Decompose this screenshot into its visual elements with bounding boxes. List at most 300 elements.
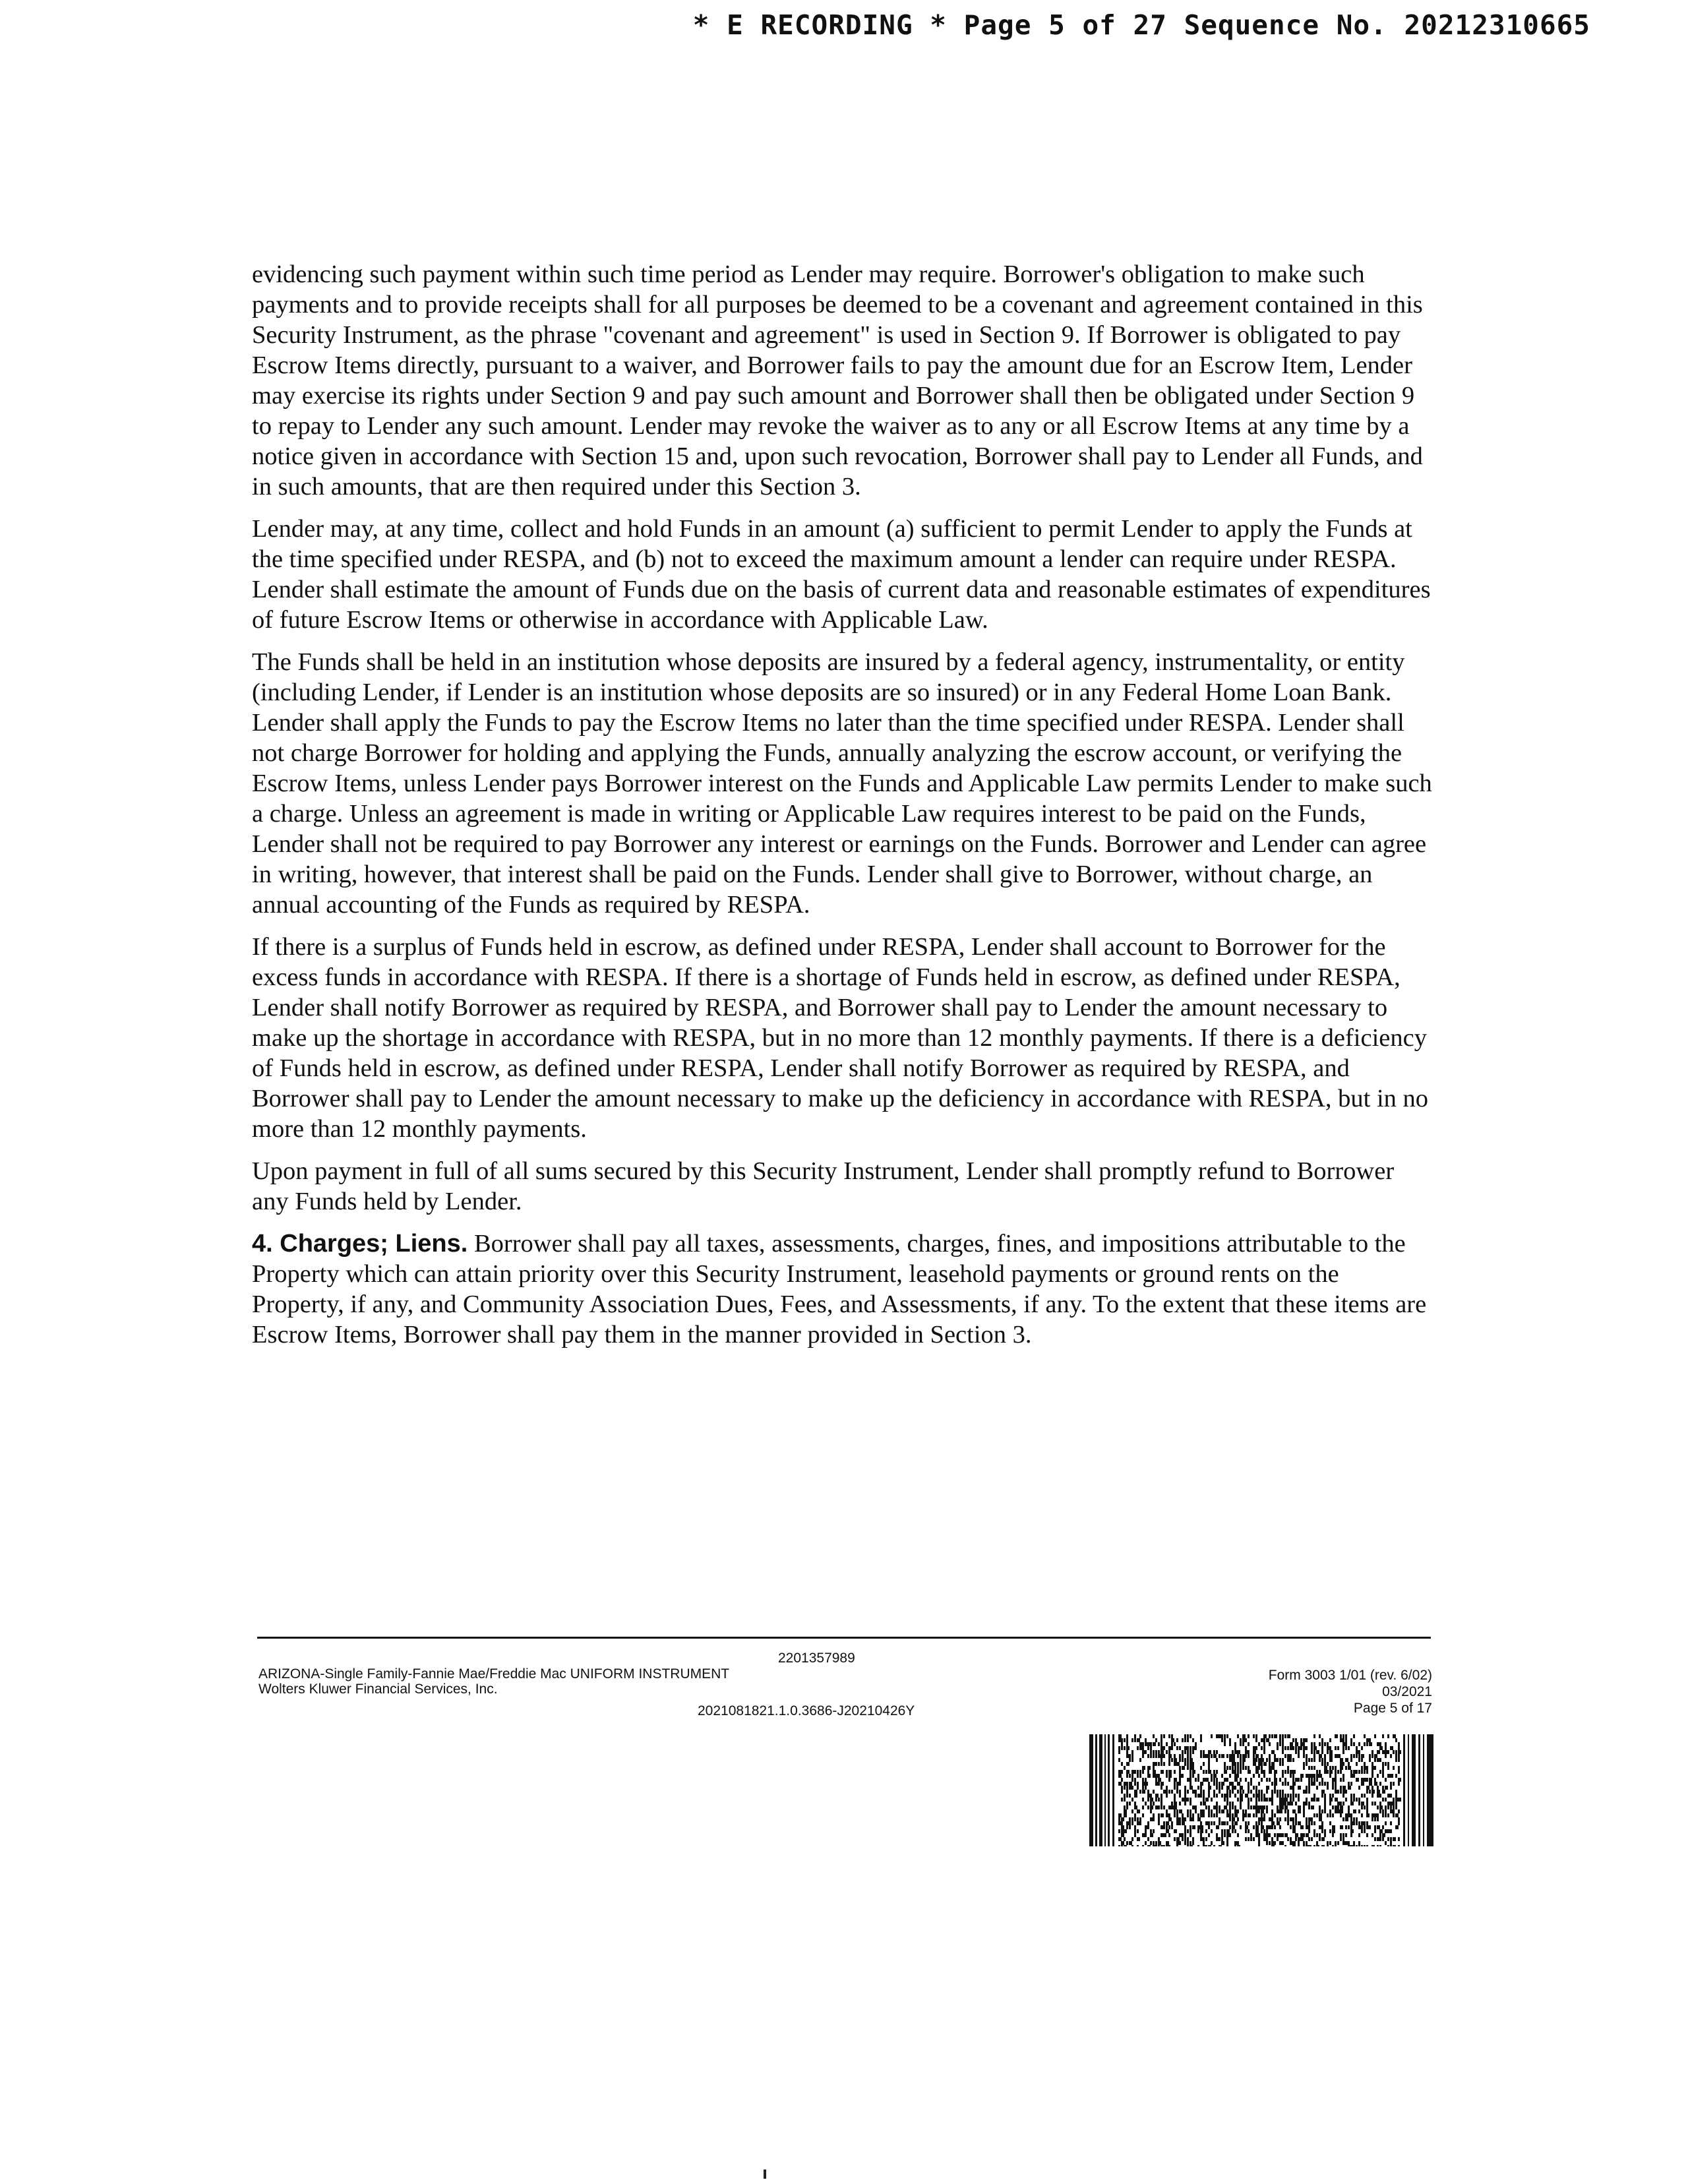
barcode-module <box>1208 1758 1210 1762</box>
barcode-module <box>1261 1766 1263 1770</box>
barcode-module <box>1219 1817 1221 1821</box>
barcode-module <box>1163 1805 1165 1809</box>
barcode-module <box>1160 1805 1162 1809</box>
barcode-module <box>1245 1825 1248 1829</box>
barcode-module <box>1340 1770 1342 1774</box>
barcode-module <box>1200 1782 1203 1786</box>
barcode-module <box>1184 1790 1186 1794</box>
barcode-module <box>1282 1790 1284 1794</box>
barcode-module <box>1182 1837 1184 1841</box>
barcode-module <box>1187 1837 1189 1841</box>
barcode-module <box>1274 1813 1276 1817</box>
barcode-module <box>1266 1790 1268 1794</box>
barcode-module <box>1255 1790 1257 1794</box>
barcode-module <box>1324 1766 1327 1770</box>
barcode-module <box>1261 1829 1263 1833</box>
barcode-module <box>1160 1786 1162 1790</box>
barcode-module <box>1372 1802 1373 1805</box>
barcode-module <box>1232 1825 1235 1829</box>
barcode-module <box>1361 1754 1364 1758</box>
barcode-module <box>1398 1778 1401 1782</box>
barcode-module <box>1266 1805 1268 1809</box>
barcode-module <box>1266 1841 1268 1845</box>
barcode-module <box>1374 1802 1376 1805</box>
barcode-module <box>1184 1802 1186 1805</box>
barcode-module <box>1303 1766 1305 1770</box>
barcode-module <box>1229 1802 1231 1805</box>
barcode-module <box>1190 1754 1191 1758</box>
barcode-module <box>1282 1782 1284 1786</box>
barcode-module <box>1327 1841 1329 1845</box>
barcode-module <box>1366 1798 1368 1802</box>
barcode-module <box>1374 1778 1376 1782</box>
barcode-module <box>1121 1817 1124 1821</box>
barcode-module <box>1398 1837 1400 1841</box>
barcode-module <box>1200 1750 1202 1754</box>
barcode-module <box>1261 1746 1263 1750</box>
barcode-module <box>1358 1845 1360 1846</box>
barcode-module <box>1303 1742 1305 1746</box>
barcode-module <box>1313 1798 1315 1802</box>
barcode-module <box>1358 1841 1360 1845</box>
barcode-module <box>1253 1813 1255 1817</box>
barcode-module <box>1369 1758 1371 1762</box>
barcode-module <box>1292 1786 1294 1790</box>
barcode-module <box>1324 1758 1326 1762</box>
barcode-module <box>1356 1754 1358 1758</box>
barcode-module <box>1211 1829 1213 1833</box>
barcode-module <box>1240 1738 1242 1742</box>
barcode-module <box>1327 1845 1329 1846</box>
barcode-module <box>1398 1770 1400 1774</box>
barcode-module <box>1237 1798 1239 1802</box>
barcode-module <box>1192 1813 1194 1817</box>
barcode-module <box>1329 1750 1333 1754</box>
barcode-module <box>1393 1805 1395 1809</box>
barcode-module <box>1366 1813 1370 1817</box>
barcode-module <box>1261 1778 1263 1782</box>
barcode-module <box>1390 1754 1392 1758</box>
barcode-module <box>1245 1778 1247 1782</box>
barcode-module <box>1300 1837 1304 1841</box>
barcode-module <box>1224 1805 1227 1809</box>
barcode-module <box>1171 1738 1174 1742</box>
barcode-module <box>1282 1758 1284 1762</box>
barcode-module <box>1250 1805 1252 1809</box>
barcode-module <box>1203 1794 1205 1798</box>
barcode-module <box>1306 1762 1308 1766</box>
barcode-module <box>1153 1841 1155 1845</box>
barcode-module <box>1282 1805 1284 1809</box>
barcode-module <box>1184 1786 1186 1790</box>
barcode-module <box>1398 1754 1400 1758</box>
barcode-module <box>1258 1782 1260 1786</box>
barcode-module <box>1379 1829 1383 1833</box>
barcode-module <box>1332 1829 1335 1833</box>
barcode-module <box>1379 1742 1381 1746</box>
barcode-module <box>1395 1825 1399 1829</box>
barcode-module <box>1126 1738 1128 1742</box>
barcode-module <box>1377 1805 1379 1809</box>
barcode-module <box>1342 1837 1344 1841</box>
barcode-module <box>1282 1742 1284 1746</box>
barcode-module <box>1284 1770 1286 1774</box>
barcode-module <box>1197 1829 1199 1833</box>
barcode-module <box>1348 1805 1350 1809</box>
barcode-module <box>1340 1766 1343 1770</box>
barcode-module <box>1292 1829 1296 1833</box>
barcode-module <box>1345 1790 1347 1794</box>
barcode-module <box>1263 1774 1265 1778</box>
barcode-module <box>1337 1746 1339 1750</box>
barcode-module <box>1229 1817 1231 1821</box>
barcode-module <box>1261 1813 1263 1817</box>
barcode-module <box>1139 1817 1141 1821</box>
barcode-module <box>1237 1766 1239 1770</box>
barcode-module <box>1319 1809 1321 1813</box>
barcode-module <box>1174 1802 1177 1805</box>
barcode-module <box>1353 1845 1355 1846</box>
barcode-module <box>1306 1758 1308 1762</box>
barcode-module <box>1137 1746 1139 1750</box>
barcode-module <box>1261 1821 1263 1825</box>
barcode-module <box>1345 1817 1348 1821</box>
barcode-module <box>1321 1829 1323 1833</box>
barcode-module <box>1163 1754 1165 1758</box>
barcode-module <box>1237 1774 1239 1778</box>
barcode-module <box>1284 1845 1286 1846</box>
barcode-module <box>1379 1794 1381 1798</box>
barcode-module <box>1145 1750 1147 1754</box>
barcode-module <box>1332 1805 1334 1809</box>
barcode-module <box>1160 1802 1162 1805</box>
barcode-module <box>1350 1817 1352 1821</box>
barcode-module <box>1261 1794 1263 1798</box>
barcode-module <box>1372 1786 1373 1790</box>
barcode-module <box>1377 1774 1379 1778</box>
barcode-module <box>1366 1778 1368 1782</box>
barcode-module <box>1277 1758 1279 1762</box>
barcode-module <box>1292 1809 1296 1813</box>
barcode-module <box>1348 1766 1351 1770</box>
barcode-module <box>1187 1734 1189 1738</box>
barcode-module <box>1232 1817 1235 1821</box>
barcode-module <box>1179 1841 1181 1845</box>
barcode-module <box>1329 1758 1333 1762</box>
barcode-module <box>1263 1805 1265 1809</box>
barcode-module <box>1174 1805 1177 1809</box>
barcode-module <box>1229 1790 1231 1794</box>
barcode-module <box>1147 1798 1149 1802</box>
barcode-module <box>1229 1766 1231 1770</box>
barcode-module <box>1358 1786 1360 1790</box>
barcode-module <box>1342 1833 1344 1837</box>
barcode-module <box>1174 1770 1176 1774</box>
barcode-module <box>1284 1794 1286 1798</box>
barcode-module <box>1139 1734 1141 1738</box>
barcode-module <box>1366 1845 1368 1846</box>
barcode-module <box>1240 1766 1242 1770</box>
barcode-module <box>1385 1809 1387 1813</box>
barcode-module <box>1171 1821 1173 1825</box>
barcode-module <box>1379 1809 1381 1813</box>
barcode-module <box>1219 1786 1221 1790</box>
barcode-module <box>1395 1774 1397 1778</box>
barcode-module <box>1385 1778 1387 1782</box>
barcode-module <box>1387 1750 1389 1754</box>
barcode-module <box>1321 1845 1325 1846</box>
barcode-module <box>1229 1738 1231 1742</box>
barcode-module <box>1379 1837 1381 1841</box>
barcode-module <box>1190 1825 1191 1829</box>
barcode-module <box>1176 1813 1178 1817</box>
barcode-module <box>1134 1794 1137 1798</box>
barcode-module <box>1211 1821 1213 1825</box>
barcode-module <box>1345 1758 1348 1762</box>
barcode-module <box>1311 1746 1313 1750</box>
barcode-module <box>1313 1845 1315 1846</box>
barcode-module <box>1290 1774 1292 1778</box>
barcode-module <box>1329 1841 1331 1845</box>
barcode-module <box>1311 1750 1313 1754</box>
barcode-module <box>1335 1734 1338 1738</box>
barcode-module <box>1158 1821 1160 1825</box>
barcode-module <box>1240 1742 1242 1746</box>
barcode-module <box>1390 1837 1392 1841</box>
barcode-module <box>1174 1782 1176 1786</box>
barcode-module <box>1182 1754 1184 1758</box>
barcode-module <box>1124 1746 1126 1750</box>
barcode-module <box>1232 1758 1235 1762</box>
barcode-module <box>1342 1750 1344 1754</box>
barcode-module <box>1253 1762 1256 1766</box>
barcode-module <box>1274 1754 1276 1758</box>
barcode-module <box>1232 1790 1234 1794</box>
barcode-module <box>1248 1742 1250 1746</box>
barcode-module <box>1372 1794 1373 1798</box>
barcode-module <box>1142 1805 1144 1809</box>
barcode-module <box>1142 1754 1144 1758</box>
barcode-module <box>1158 1774 1160 1778</box>
barcode-module <box>1216 1758 1218 1762</box>
barcode-module <box>1321 1837 1325 1841</box>
barcode-module <box>1353 1754 1355 1758</box>
barcode-module <box>1242 1766 1244 1770</box>
barcode-module <box>1356 1770 1358 1774</box>
barcode-module <box>1321 1762 1323 1766</box>
barcode-module <box>1306 1821 1308 1825</box>
barcode-module <box>1300 1774 1304 1778</box>
barcode-module <box>1187 1809 1189 1813</box>
barcode-module <box>1216 1786 1218 1790</box>
barcode-module <box>1253 1750 1256 1754</box>
barcode-module <box>1147 1754 1149 1758</box>
barcode-module <box>1398 1845 1400 1846</box>
barcode-module <box>1216 1809 1218 1813</box>
barcode-module <box>1398 1750 1401 1754</box>
barcode-module <box>1303 1813 1305 1817</box>
barcode-module <box>1248 1750 1250 1754</box>
barcode-module <box>1158 1805 1160 1809</box>
barcode-module <box>1192 1766 1194 1770</box>
barcode-module <box>1237 1750 1240 1754</box>
barcode-module <box>1248 1798 1250 1802</box>
barcode-module <box>1137 1786 1139 1790</box>
barcode-module <box>1137 1782 1139 1786</box>
barcode-module <box>1255 1746 1257 1750</box>
barcode-module <box>1224 1798 1226 1802</box>
barcode-module <box>1226 1734 1228 1738</box>
barcode-module <box>1126 1825 1128 1829</box>
barcode-module <box>1129 1825 1131 1829</box>
barcode-module <box>1229 1805 1231 1809</box>
barcode-module <box>1292 1790 1294 1794</box>
barcode-module <box>1134 1790 1137 1794</box>
barcode-module <box>1126 1805 1128 1809</box>
barcode-module <box>1184 1833 1186 1837</box>
barcode-module <box>1232 1782 1234 1786</box>
barcode-module <box>1240 1786 1243 1790</box>
barcode-module <box>1166 1750 1168 1754</box>
barcode-module <box>1298 1805 1301 1809</box>
barcode-module <box>1232 1813 1234 1817</box>
form-date: 03/2021 <box>1382 1684 1432 1699</box>
barcode-module <box>1171 1758 1173 1762</box>
barcode-module <box>1174 1809 1176 1813</box>
barcode-module <box>1340 1734 1342 1738</box>
barcode-module <box>1153 1802 1155 1805</box>
barcode-module <box>1190 1770 1191 1774</box>
barcode-module <box>1126 1786 1128 1790</box>
barcode-module <box>1131 1837 1133 1841</box>
barcode-module <box>1234 1778 1238 1782</box>
barcode-module <box>1269 1762 1271 1766</box>
barcode-module <box>1261 1809 1264 1813</box>
barcode-module <box>1240 1825 1242 1829</box>
barcode-module <box>1234 1742 1236 1746</box>
barcode-module <box>1382 1774 1384 1778</box>
barcode-module <box>1279 1738 1281 1742</box>
barcode-module <box>1364 1734 1366 1738</box>
barcode-module <box>1274 1770 1277 1774</box>
document-id: 2021081821.1.0.3686-J20210426Y <box>698 1703 915 1718</box>
barcode-module <box>1308 1845 1311 1846</box>
barcode-module <box>1372 1774 1373 1778</box>
barcode-module <box>1258 1798 1260 1802</box>
barcode-module <box>1319 1837 1321 1841</box>
barcode-module <box>1179 1766 1181 1770</box>
barcode-module <box>1131 1821 1133 1825</box>
barcode-module <box>1219 1790 1221 1794</box>
barcode-module <box>1379 1805 1383 1809</box>
barcode-module <box>1197 1774 1199 1778</box>
barcode-module <box>1197 1845 1199 1846</box>
barcode-module <box>1316 1778 1318 1782</box>
barcode-module <box>1166 1821 1169 1825</box>
barcode-module <box>1350 1754 1352 1758</box>
barcode-module <box>1205 1805 1207 1809</box>
barcode-module <box>1385 1821 1387 1825</box>
barcode-module <box>1361 1829 1363 1833</box>
barcode-module <box>1393 1750 1395 1754</box>
barcode-module <box>1390 1786 1392 1790</box>
barcode-module <box>1168 1774 1172 1778</box>
barcode-module <box>1145 1738 1147 1742</box>
barcode-module <box>1395 1738 1397 1742</box>
barcode-module <box>1390 1746 1393 1750</box>
barcode-module <box>1187 1738 1189 1742</box>
barcode-module <box>1205 1837 1207 1841</box>
barcode-module <box>1118 1782 1122 1786</box>
barcode-module <box>1348 1782 1350 1786</box>
barcode-module <box>1168 1754 1172 1758</box>
barcode-module <box>1279 1778 1281 1782</box>
barcode-module <box>1158 1837 1160 1841</box>
barcode-module <box>1224 1742 1226 1746</box>
barcode-module <box>1379 1782 1381 1786</box>
barcode-module <box>1258 1809 1260 1813</box>
barcode-module <box>1340 1758 1343 1762</box>
barcode-module <box>1361 1813 1363 1817</box>
barcode-module <box>1245 1821 1247 1825</box>
barcode-module <box>1345 1766 1347 1770</box>
barcode-module <box>1200 1766 1202 1770</box>
barcode-module <box>1200 1790 1202 1794</box>
barcode-module <box>1263 1762 1267 1766</box>
barcode-module <box>1348 1809 1350 1813</box>
barcode-module <box>1221 1833 1223 1837</box>
barcode-module <box>1332 1845 1334 1846</box>
barcode-module <box>1350 1794 1352 1798</box>
barcode-module <box>1229 1774 1231 1778</box>
barcode-module <box>1258 1794 1260 1798</box>
barcode-module <box>1258 1841 1260 1845</box>
barcode-module <box>1295 1802 1297 1805</box>
barcode-module <box>1229 1742 1231 1746</box>
barcode-module <box>1213 1750 1215 1754</box>
barcode-module <box>1139 1770 1141 1774</box>
barcode-module <box>1200 1833 1202 1837</box>
barcode-module <box>1171 1802 1173 1805</box>
barcode-module <box>1319 1833 1321 1837</box>
barcode-module <box>1245 1813 1247 1817</box>
barcode-module <box>1121 1770 1123 1774</box>
barcode-module <box>1390 1845 1392 1846</box>
barcode-module <box>1248 1782 1250 1786</box>
barcode-module <box>1284 1746 1286 1750</box>
barcode-module <box>1369 1738 1371 1742</box>
barcode-module <box>1200 1738 1202 1742</box>
barcode-module <box>1192 1738 1194 1742</box>
barcode-module <box>1221 1786 1223 1790</box>
barcode-module <box>1234 1762 1236 1766</box>
barcode-module <box>1366 1805 1368 1809</box>
barcode-module <box>1192 1774 1194 1778</box>
barcode-module <box>1313 1766 1315 1770</box>
barcode-module <box>1269 1742 1271 1746</box>
barcode-module <box>1313 1782 1315 1786</box>
barcode-module <box>1131 1798 1133 1802</box>
barcode-module <box>1324 1833 1326 1837</box>
barcode-module <box>1184 1750 1186 1754</box>
barcode-module <box>1126 1802 1128 1805</box>
barcode-module <box>1390 1821 1392 1825</box>
barcode-module <box>1340 1778 1342 1782</box>
barcode-module <box>1382 1813 1384 1817</box>
barcode-module <box>1271 1782 1273 1786</box>
barcode-module <box>1184 1841 1186 1845</box>
barcode-module <box>1395 1805 1397 1809</box>
